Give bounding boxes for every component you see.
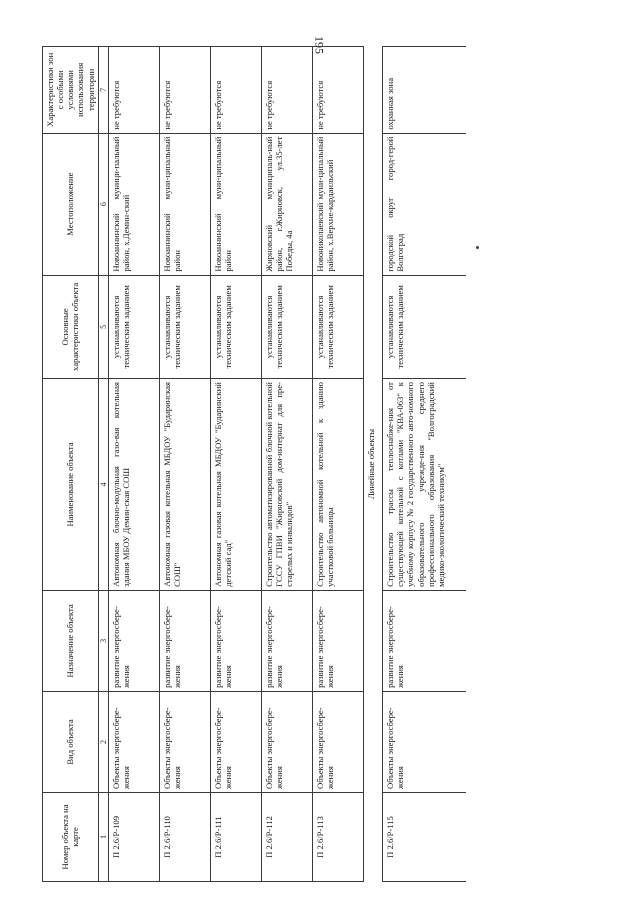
header-object-kind: Вид объекта [43, 691, 99, 792]
table-row [109, 47, 160, 882]
object-kind: Объекты энергосбере-жения [313, 691, 364, 792]
header-object-number: Номер объекта на карте [43, 792, 99, 881]
object-zones: не требуются [211, 47, 262, 134]
object-number: П 2.6/Р-109 [109, 792, 160, 881]
object-location: Новоаннинский муни-ципальный район [211, 133, 262, 275]
object-purpose: развитие энергосбере-жения [313, 590, 364, 691]
object-zones: охранная зона [383, 47, 466, 134]
object-characteristics: устанавливаются техническим заданием [211, 275, 262, 378]
object-name: Автономная блочно-модульная газо-вая котельная здания МБОУ Демин-ская СОШ [109, 379, 160, 591]
object-name: Строительство автономной котельной к зданию участковой больницы [313, 379, 364, 591]
column-number: 5 [98, 275, 108, 378]
header-characteristics: Основные характеристики объекта [43, 275, 99, 378]
object-zones: не требуются [109, 47, 160, 134]
table-row [262, 47, 313, 882]
column-number: 7 [98, 47, 108, 134]
column-number: 3 [98, 590, 108, 691]
object-kind: Объекты энергосбере-жения [109, 691, 160, 792]
object-characteristics: устанавливаются техническим заданием [313, 275, 364, 378]
object-zones: не требуются [313, 47, 364, 134]
object-name: Автономная газовая котельная МБДОУ "Бударинская СОШ" [160, 379, 211, 591]
header-row [43, 47, 99, 882]
column-number: 4 [98, 379, 108, 591]
object-location: городской округ город-герой Волгоград [383, 133, 466, 275]
object-location: Новоаннинский муни-ципальный район [160, 133, 211, 275]
object-zones: не требуются [262, 47, 313, 134]
rotated-content [24, 38, 624, 888]
object-purpose: развитие энергосбере-жения [383, 590, 466, 691]
scan-speck [476, 246, 479, 249]
header-location: Местоположение [43, 133, 99, 275]
section-label: Линейные объекты [364, 47, 383, 882]
objects-table [42, 46, 466, 882]
object-purpose: развитие энергосбере-жения [211, 590, 262, 691]
object-purpose: развитие энергосбере-жения [160, 590, 211, 691]
object-characteristics: устанавливаются техническим заданием [160, 275, 211, 378]
table-row [211, 47, 262, 882]
column-number: 1 [98, 792, 108, 881]
object-purpose: развитие энергосбере-жения [262, 590, 313, 691]
column-number: 2 [98, 691, 108, 792]
object-name: Строительство трассы теплоснабже-ния от существующей котельной с котлами "КВА-063" к учебному корпусу № 2 государственного авто-номного образовательного учрежде-ния среднего профессионального образования "Волгоградский медико-экологический техникум" [383, 379, 466, 591]
page-number: 195 [312, 36, 327, 54]
table-row [383, 47, 466, 882]
object-characteristics: устанавливаются техническим заданием [109, 275, 160, 378]
section-row [364, 47, 383, 882]
object-kind: Объекты энергосбере-жения [383, 691, 466, 792]
object-zones: не требуются [160, 47, 211, 134]
object-number: П 2.6/Р-112 [262, 792, 313, 881]
object-name: Строительство автоматизированной блочной котельной ГССУ ГПВИ "Жирновский дом-интернат для пре-старелых и инвалидов" [262, 379, 313, 591]
rotated-page [24, 38, 624, 888]
object-location: Новоаннинский муници-пальный район, х.Демин-ский [109, 133, 160, 275]
object-characteristics: устанавливаются техническим заданием [383, 275, 466, 378]
object-number: П 2.6/Р-113 [313, 792, 364, 881]
object-kind: Объекты энергосбере-жения [160, 691, 211, 792]
object-location: Жирновский муниципаль-ный район, г.Жирновск, ул.35-лет Победы, 4а [262, 133, 313, 275]
object-number: П 2.6/Р-111 [211, 792, 262, 881]
object-kind: Объекты энергосбере-жения [211, 691, 262, 792]
object-characteristics: устанавливаются техническим заданием [262, 275, 313, 378]
object-number: П 2.6/Р-115 [383, 792, 466, 881]
table-row [313, 47, 364, 882]
header-object-name: Наименование объекта [43, 379, 99, 591]
object-number: П 2.6/Р-110 [160, 792, 211, 881]
header-zones: Характеристики зон с особыми условиями использования территории [43, 47, 99, 134]
table-row [160, 47, 211, 882]
column-number: 6 [98, 133, 108, 275]
header-object-purpose: Назначение объекта [43, 590, 99, 691]
object-name: Автономная газовая котельная МБДОУ "Бударинский детский сад" [211, 379, 262, 591]
column-number-row [98, 47, 108, 882]
object-location: Новониколаевский муни-ципальный район, х.Верхне-кардаильский [313, 133, 364, 275]
object-kind: Объекты энергосбере-жения [262, 691, 313, 792]
object-purpose: развитие энергосбере-жения [109, 590, 160, 691]
